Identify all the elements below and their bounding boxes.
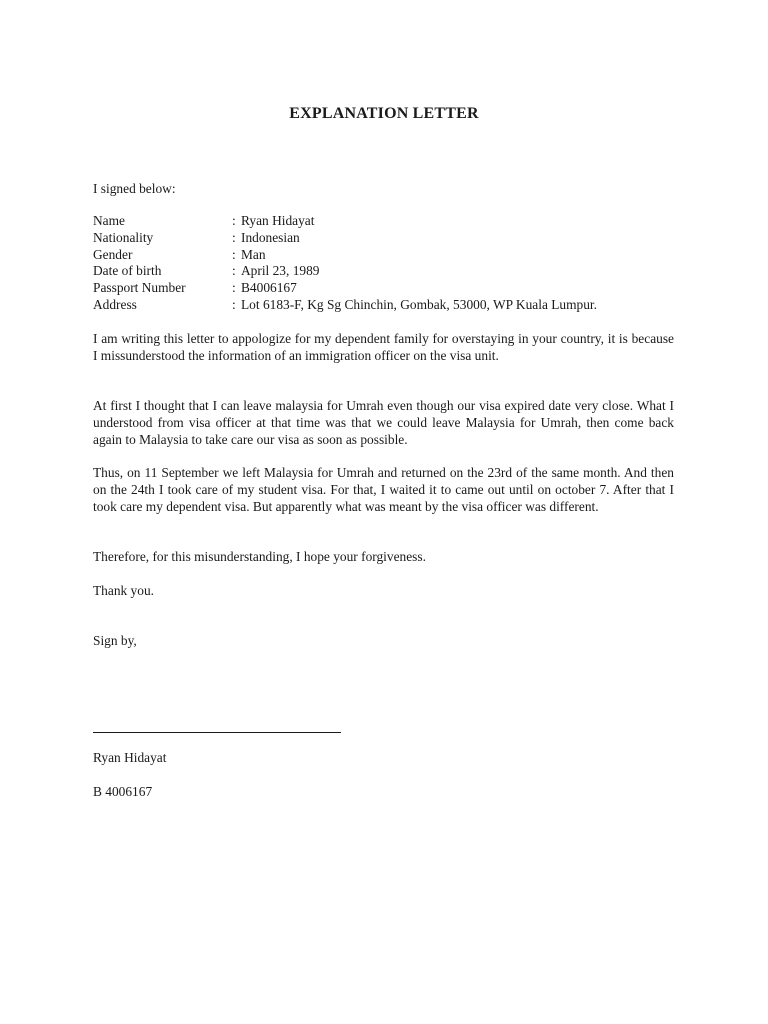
letter-title: EXPLANATION LETTER xyxy=(289,105,479,122)
detail-separator: : xyxy=(232,296,236,312)
sign-by-label: Sign by, xyxy=(93,633,137,648)
detail-value: Lot 6183-F, Kg Sg Chinchin, Gombak, 53000, WP Kuala Lumpur. xyxy=(241,296,597,312)
detail-separator: : xyxy=(232,246,236,262)
detail-value: Man xyxy=(241,246,266,262)
detail-separator: : xyxy=(232,280,236,296)
detail-label: Gender xyxy=(93,246,133,262)
detail-value: April 23, 1989 xyxy=(241,263,320,279)
detail-row-address xyxy=(93,297,693,314)
detail-row-nationality xyxy=(93,230,693,247)
detail-value: Indonesian xyxy=(241,229,300,245)
signer-name: Ryan Hidayat xyxy=(93,750,167,765)
detail-label: Nationality xyxy=(93,229,154,245)
signature-line xyxy=(93,732,341,733)
body-paragraph-timeline: Thus, on 11 September we left Malaysia for Umrah and returned on the 23rd of the same month. And then on the 24th I took care of my student visa. For that, I waited it to came out until on october 7. After that I took care my dependent visa. But apparently what was meant by the visa officer was different. xyxy=(93,465,674,514)
intro-line: I signed below: xyxy=(93,181,176,196)
detail-value: Ryan Hidayat xyxy=(241,213,315,228)
detail-row-name xyxy=(93,213,693,230)
detail-separator: : xyxy=(232,213,236,228)
closing-thanks: Thank you. xyxy=(93,583,154,598)
detail-row-date-of-birth xyxy=(93,263,693,280)
detail-separator: : xyxy=(232,263,236,279)
detail-separator: : xyxy=(232,229,236,245)
detail-row-passport-number xyxy=(93,280,693,297)
body-paragraph-forgiveness: Therefore, for this misunderstanding, I hope your forgiveness. xyxy=(93,549,426,564)
detail-label: Address xyxy=(93,296,137,312)
body-paragraph-misunderstanding: At first I thought that I can leave malaysia for Umrah even though our visa expired date very close. What I understood from visa officer at that time was that we could leave Malaysia for Umrah, then come back again to Malaysia to take care our visa as soon as possible. xyxy=(93,398,674,447)
signer-passport-id: B 4006167 xyxy=(93,784,153,799)
detail-row-gender xyxy=(93,247,693,264)
detail-label: Date of birth xyxy=(93,263,162,279)
body-paragraph-apology: I am writing this letter to appologize for my dependent family for overstaying in your country, it is because I missunderstood the information of an immigration officer on the visa unit. xyxy=(93,331,674,363)
detail-value: B4006167 xyxy=(241,280,297,296)
detail-label: Name xyxy=(93,213,125,228)
detail-label: Passport Number xyxy=(93,280,186,296)
personal-details xyxy=(93,213,693,314)
